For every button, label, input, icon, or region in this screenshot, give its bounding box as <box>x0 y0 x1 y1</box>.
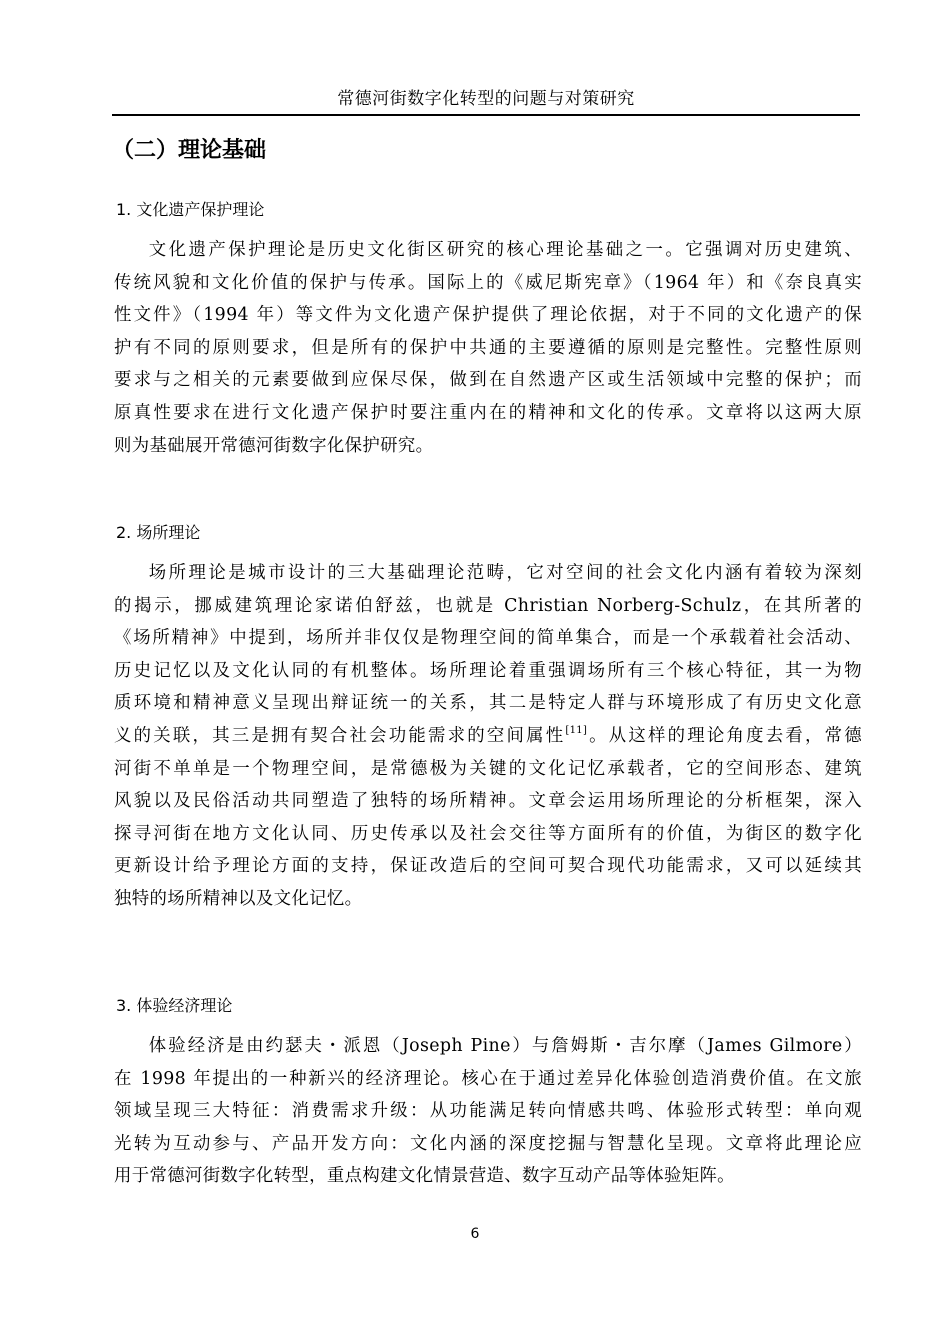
paragraph-line: 历史记忆以及文化认同的有机整体。场所理论着重强调场所有三个核心特征，其一为物 <box>114 660 862 681</box>
paragraph-line: 护有不同的原则要求，但是所有的保护中共通的主要遵循的原则是完整性。完整性原则 <box>114 337 862 358</box>
paragraph-line: 则为基础展开常德河街数字化保护研究。 <box>114 435 434 456</box>
paragraph-line: 用于常德河街数字化转型，重点构建文化情景营造、数字互动产品等体验矩阵。 <box>114 1166 735 1187</box>
paragraph-line: 在 1998 年提出的一种新兴的经济理论。核心在于通过差异化体验创造消费价值。在文旅 <box>114 1068 862 1089</box>
paragraph-line: 独特的场所精神以及文化记忆。 <box>114 888 363 909</box>
subsection-title-place: 2. 场所理论 <box>116 523 201 542</box>
header-rule <box>112 114 860 116</box>
subsection-title-heritage: 1. 文化遗产保护理论 <box>116 200 265 219</box>
page-number: 6 <box>470 1226 480 1242</box>
paragraph-line: 光转为互动参与、产品开发方向：文化内涵的深度挖掘与智慧化呈现。文章将此理论应 <box>114 1133 862 1154</box>
paragraph-line: 传统风貌和文化价值的保护与传承。国际上的《威尼斯宪章》（1964 年）和《奈良真实 <box>114 272 862 293</box>
paragraph-line: 性文件》（1994 年）等文件为文化遗产保护提供了理论依据，对于不同的文化遗产的保 <box>114 305 862 326</box>
paragraph-line: 质环境和精神意义呈现出辩证统一的关系，其二是特定人群与环境形成了有历史文化意 <box>114 693 862 714</box>
line-text: 。从这样的理论角度去看，常德 <box>587 725 862 746</box>
paragraph-line: 领域呈现三大特征：消费需求升级：从功能满足转向情感共鸣、体验形式转型：单向观 <box>114 1101 862 1122</box>
paragraph-line: 原真性要求在进行文化遗产保护时要注重内在的精神和文化的传承。文章将以这两大原 <box>114 402 862 423</box>
running-header: 常德河街数字化转型的问题与对策研究 <box>337 89 635 109</box>
citation-reference[interactable]: [11] <box>565 724 588 736</box>
paragraph-line: 风貌以及民俗活动共同塑造了独特的场所精神。文章会运用场所理论的分析框架，深入 <box>114 791 862 812</box>
subsection-title-experience: 3. 体验经济理论 <box>116 996 233 1015</box>
paragraph-line: 体验经济是由约瑟夫・派恩（Joseph Pine）与詹姆斯・吉尔摩（James Gilmore） <box>148 1036 862 1056</box>
paragraph-place <box>114 557 862 916</box>
paragraph-line: 更新设计给予理论方面的支持，保证改造后的空间可契合现代功能需求，又可以延续其 <box>114 856 862 877</box>
paragraph-experience <box>114 1030 862 1193</box>
paragraph-line-with-citation <box>114 720 862 753</box>
paragraph-heritage <box>114 234 862 462</box>
paragraph-line: 《场所精神》中提到，场所并非仅仅是物理空间的简单集合，而是一个承载着社会活动、 <box>114 628 862 649</box>
paragraph-line: 探寻河街在地方文化认同、历史传承以及社会交往等方面所有的价值，为街区的数字化 <box>114 823 862 844</box>
paragraph-line: 场所理论是城市设计的三大基础理论范畴，它对空间的社会文化内涵有着较为深刻 <box>148 563 862 583</box>
section-title: （二）理论基础 <box>112 138 267 163</box>
line-text: 义的关联，其三是拥有契合社会功能需求的空间属性 <box>114 725 566 746</box>
paragraph-line: 要求与之相关的元素要做到应保尽保，做到在自然遗产区或生活领域中完整的保护；而 <box>114 370 862 391</box>
paragraph-line: 文化遗产保护理论是历史文化街区研究的核心理论基础之一。它强调对历史建筑、 <box>148 240 862 260</box>
paragraph-line: 河街不单单是一个物理空间，是常德极为关键的文化记忆承载者，它的空间形态、建筑 <box>114 758 862 779</box>
paragraph-line: 的揭示，挪威建筑理论家诺伯舒兹，也就是 Christian Norberg-Schulz，在其所著的 <box>114 595 862 616</box>
